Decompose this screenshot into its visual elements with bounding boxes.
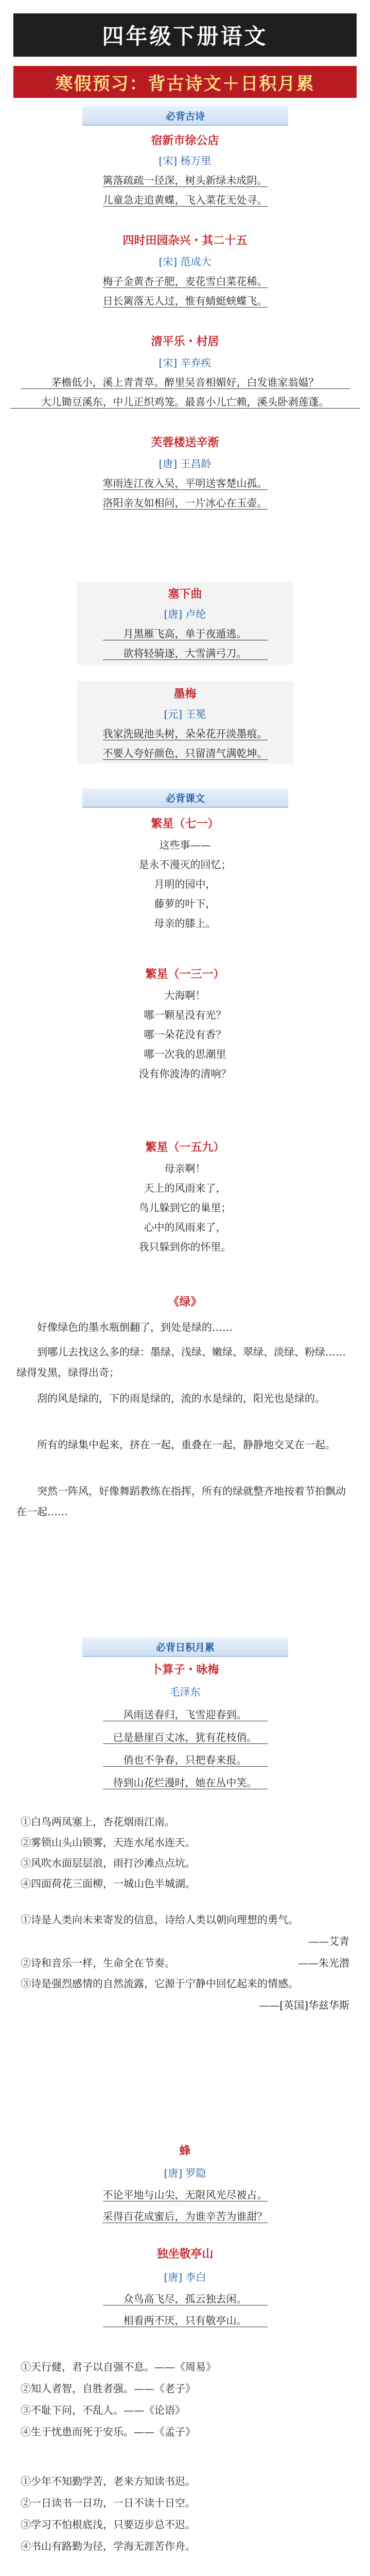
poem-line: 众鸟高飞尽，孤云独去闲。	[123, 2293, 247, 2305]
poem-line: 藤萝的叶下，	[154, 897, 216, 910]
section-daily-header: 必背日积月累	[82, 1637, 288, 1657]
poem-line: 篱落疏疏一径深，树头新绿未成阴。	[102, 174, 268, 187]
paragraph: 好像绿色的墨水瓶倒翻了，到处是绿的……	[37, 1321, 233, 1333]
page-subtitle: 寒假预习：背古诗文＋日积月累	[13, 66, 357, 98]
underline	[103, 1766, 268, 1767]
daily-item: ①天行健，君子以自强不息。——《周易》	[21, 2361, 216, 2373]
quote-text: ①诗是人类向未来寄发的信息，诗给人类以朝向理想的勇气。	[21, 1913, 298, 1926]
daily-item: ②一日读书一日功，一日不读十日空。	[21, 2497, 196, 2509]
poem-line: 母亲的膝上。	[154, 917, 216, 929]
daily-item: ②雾锁山头山锁雾，天连水尾水连天。	[21, 1836, 196, 1849]
underline	[103, 287, 268, 288]
underline	[103, 759, 268, 760]
poem-line: 大儿锄豆溪东，中儿正织鸡笼。最喜小儿亡赖，溪头卧剥莲蓬。	[41, 396, 329, 408]
poem-title: 芙蓉楼送辛渐	[151, 436, 219, 449]
poem-line: 月明的园中，	[154, 878, 216, 890]
poem-line: 没有你波涛的清响？	[138, 1067, 232, 1080]
poem-author: [唐] 罗隐	[164, 2167, 206, 2179]
poem-author: [唐] 卢纶	[164, 608, 206, 620]
poem-title: 繁星（一三一）	[145, 968, 225, 980]
poem-line: 不论平地与山尖，无限风光尽被占。	[102, 2189, 268, 2201]
daily-item: ③不耻下问，不乱人。——《论语》	[21, 2404, 185, 2416]
poem-line: 哪一颗星没有光？	[144, 1009, 226, 1021]
poem-title: 宿新市徐公店	[151, 134, 219, 147]
poem-line: 相看两不厌，只有敬亭山。	[123, 2314, 247, 2327]
poem-title: 繁星（一五九）	[145, 1141, 225, 1154]
poem-title: 繁星（七一）	[151, 817, 219, 830]
daily-item: ①白鸟两凤塞上，杏花烟雨江南。	[21, 1816, 175, 1828]
poem-author: [宋] 杨万里	[158, 155, 212, 167]
paragraph: 刮的风是绿的，下的雨是绿的，流的水是绿的，阳光也是绿的。	[37, 1392, 325, 1404]
section-texts-header: 必背课文	[82, 788, 288, 808]
paragraph: 突然一阵风，好像舞蹈教练在指挥，所有的绿就整齐地按着节拍飘动在一起……	[16, 1485, 346, 1518]
poem-author: [唐] 李白	[164, 2271, 206, 2283]
poem-line: 已是悬崖百丈冰，犹有花枝俏。	[113, 1731, 257, 1743]
daily-item: ④书山有路勤为径，学海无涯苦作舟。	[21, 2540, 196, 2552]
poem-author: [宋] 辛弃疾	[158, 357, 212, 369]
underline	[103, 1743, 268, 1744]
poem-line: 风雨送春归，飞雪迎春到。	[123, 1708, 247, 1721]
paragraph: 到哪儿去找这么多的绿：墨绿、浅绿、嫩绿、翠绿、淡绿、粉绿……绿得发黑，绿得出奇；	[16, 1346, 346, 1379]
poem-line: 大海啊！	[164, 989, 206, 1002]
poem-line: 天上的风雨来了，	[144, 1182, 226, 1194]
poem-line: 月黑雁飞高，单于夜遁逃。	[123, 628, 247, 640]
daily-item: ②知人者智，自胜者强。——《老子》	[21, 2382, 196, 2395]
poem-line: 日长篱落无人过，惟有蜻蜓蛱蝶飞。	[102, 295, 268, 307]
quote-text: ③诗是强烈感情的自然流露，它源于宁静中回忆起来的情感。	[21, 1977, 298, 1990]
poem-title: 墨梅	[173, 687, 197, 700]
poem-line: 待到山花烂漫时，她在丛中笑。	[113, 1776, 257, 1789]
underline	[21, 388, 350, 389]
poem-title: 独坐敬亭山	[156, 2247, 214, 2260]
poem-line: 采得百花成蜜后，为谁辛苦为谁甜？	[102, 2210, 268, 2223]
underline	[103, 489, 268, 490]
poem-author: [宋] 范成大	[158, 256, 212, 268]
poem-line: 洛阳亲友如相问，一片冰心在玉壶。	[102, 497, 268, 509]
poem-line: 欲将轻骑逐，大雪满弓刀。	[123, 647, 247, 659]
poem-line: 我只躲到你的怀里。	[138, 1241, 232, 1253]
poem-line: 茅檐低小，溪上青青草。醉里吴音相媚好，白发谁家翁媪？	[51, 376, 319, 388]
underline	[10, 408, 360, 409]
section-poems-header: 必背古诗	[82, 106, 288, 126]
poem-line: 我家洗砚池头树，朵朵花开淡墨痕。	[102, 727, 268, 740]
poem-line: 俏也不争春，只把春来报。	[123, 1754, 247, 1766]
underline	[103, 659, 268, 660]
quote-source: ——朱光潜	[298, 1957, 349, 1969]
poem-line: 鸟儿躲到它的巢里；	[138, 1201, 232, 1214]
poem-title: 清平乐・村居	[151, 335, 219, 348]
daily-item: ①少年不知勤学苦，老来方知读书迟。	[21, 2475, 196, 2487]
underline	[103, 509, 268, 510]
poem-line: 哪一次我的思潮里	[144, 1048, 226, 1060]
poem-line: 梅子金黄杏子肥，麦花雪白菜花稀。	[102, 275, 268, 287]
daily-item: ④生于忧患而死于安乐。——《孟子》	[21, 2426, 196, 2438]
poem-line: 寒雨连江夜入吴，平明送客楚山孤。	[102, 477, 268, 489]
poem-title: 蜂	[179, 2144, 191, 2157]
poem-author: [元] 王冕	[164, 708, 206, 720]
poem-line: 是永不漫灭的回忆；	[138, 858, 232, 871]
quote-text: ②诗和音乐一样，生命全在节奏。	[21, 1957, 175, 1969]
quote-source: ——[英国]华兹华斯	[259, 1999, 349, 2011]
poem-line: 心中的风雨来了，	[144, 1221, 226, 1233]
underline	[103, 2305, 268, 2306]
underline	[103, 307, 268, 308]
daily-item: ④四面荷花三面柳，一城山色半城湖。	[21, 1877, 196, 1890]
poem-title: 卜算子・咏梅	[151, 1663, 219, 1676]
poem-author: 毛泽东	[169, 1686, 201, 1698]
poem-line: 不要人夸好颜色，只留清气满乾坤。	[102, 747, 268, 759]
underline	[103, 206, 268, 207]
page-title: 四年级下册语文	[13, 13, 357, 57]
poem-author: [唐] 王昌龄	[158, 457, 212, 470]
poem-line: 母亲啊！	[164, 1162, 206, 1175]
poem-title: 四时田园杂兴・其二十五	[122, 234, 248, 247]
poem-line: 哪一朵花没有香？	[144, 1028, 226, 1041]
daily-item: ③风吹水面层层浪，雨打沙滩点点坑。	[21, 1857, 196, 1869]
quote-source: ——艾青	[308, 1935, 349, 1947]
poem-line: 儿童急走追黄蝶，飞入菜花无处寻。	[102, 194, 268, 206]
poem-title: 塞下曲	[168, 587, 202, 600]
poem-line: 这些事——	[159, 839, 211, 851]
paragraph: 所有的绿集中起来，挤在一起，重叠在一起，静静地交叉在一起。	[37, 1438, 336, 1451]
poem-title: 《绿》	[168, 1295, 202, 1308]
daily-item: ③学习不怕根底浅，只要迈步总不迟。	[21, 2518, 196, 2531]
